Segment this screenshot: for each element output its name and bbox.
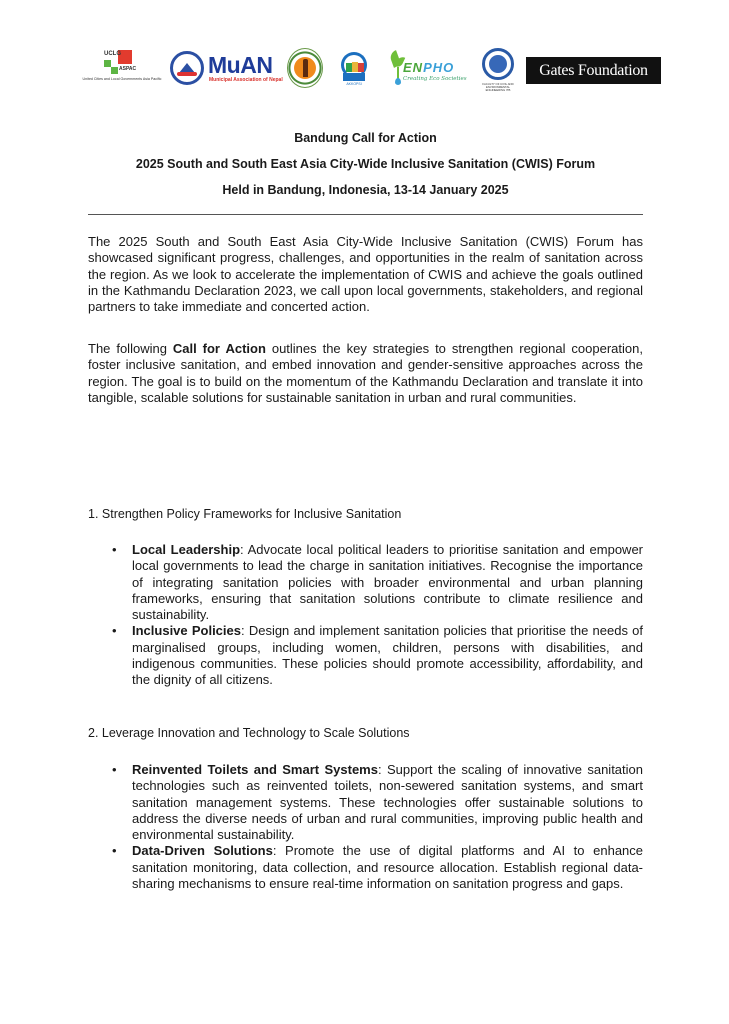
bullet-term: Data-Driven Solutions	[132, 843, 273, 859]
enpho-pho: PHO	[423, 60, 455, 75]
section-heading-1: 1. Strengthen Policy Frameworks for Inclusive Sanitation	[88, 507, 402, 521]
enpho-tagline: Creating Eco Societies	[403, 76, 467, 82]
enpho-en: EN	[403, 60, 424, 75]
bullet-text: : Support the scaling of innovative sanitation technologies such as reinvented toilets, non-sewered sanitation systems, and smart sanitation management systems. These technologies offer sustainable solutions to address the diverse needs of urban and rural communities, improving public health and environmental sustainability.	[132, 762, 643, 843]
paragraph-text: The following	[88, 341, 173, 356]
call-for-action-emphasis: Call for Action	[172, 341, 266, 356]
bullet-icon: •	[112, 762, 117, 777]
uclg-caption: United Cities and Local Governments Asia Pacific	[82, 77, 162, 81]
uclg-text: UCLG	[104, 51, 121, 57]
intro-paragraph: The 2025 South and South East Asia City-Wide Inclusive Sanitation (CWIS) Forum has showcased significant progress, challenges, and opportunities in the realm of sanitation across the region. As we look to accelerate the implementation of CWIS and achieve the goals outlined in the Kathmandu Declaration 2023, we call upon local governments, stakeholders, and regional partners to take immediate and concerted action.	[88, 234, 643, 315]
section-heading-2: 2. Leverage Innovation and Technology to Scale Solutions	[88, 726, 410, 740]
title-divider	[88, 214, 643, 215]
paragraph-text: outlines the key strategies to strengthen regional cooperation, foster inclusive sanitation, and embed innovation and gender-sensitive approaches across the region. The goal is to build on the momentum of the Kathmandu Declaration and translate it into tangible, scalable solutions for sustainable sanitation in urban and rural communities.	[88, 341, 643, 405]
seal-center	[489, 55, 507, 73]
logo-base	[343, 73, 365, 81]
bullet-icon: •	[112, 623, 117, 639]
uclg-aspac-logo	[82, 46, 164, 94]
call-for-action-paragraph	[88, 341, 643, 406]
list-item	[110, 762, 643, 843]
nepal-municipal-seal-icon	[287, 48, 323, 88]
tower-icon	[303, 59, 308, 77]
bullet-icon: •	[112, 542, 117, 557]
document-title: Bandung Call for Action	[294, 131, 437, 145]
bullet-text: : Design and implement sanitation policies that prioritise the needs of marginalised groups, including women, children, persons with disabilities, and indigenous communities. These policies should promote accessibility, affordability, and the dignity of all citizens.	[132, 623, 644, 688]
itb-logo	[480, 48, 516, 94]
muan-logo-text: MuAN	[208, 52, 273, 78]
event-info: Held in Bandung, Indonesia, 13-14 January 2025	[222, 183, 509, 197]
forum-title: 2025 South and South East Asia City-Wide Inclusive Sanitation (CWIS) Forum	[135, 157, 596, 171]
bullet-term: Local Leadership	[132, 542, 241, 557]
bullet-term: Reinvented Toilets and Smart Systems	[132, 762, 378, 777]
list-item	[110, 843, 643, 892]
section-1-bullets	[110, 542, 643, 689]
enpho-name	[403, 60, 454, 75]
bullet-term: Inclusive Policies	[132, 623, 241, 639]
logo-green-square	[111, 67, 118, 74]
water-drop-icon	[395, 78, 401, 85]
muan-seal-icon	[170, 51, 204, 85]
enpho-logo	[389, 48, 469, 92]
partner-logos	[82, 46, 662, 96]
gates-foundation-logo: Gates Foundation	[526, 57, 661, 84]
seal-band	[177, 72, 197, 76]
logo-green-square	[104, 60, 111, 67]
akkopsi-label: AKKOPSI	[346, 82, 362, 86]
bullet-text: : Advocate local political leaders to prioritise sanitation and empower local governments to lead the charge in sanitation initiatives. Recognise the importance of integrating sanitation policies with broader environmental and urban planning frameworks, ensuring that sanitation solutions contribute to climate resilience and sustainability.	[132, 542, 644, 623]
document-titles	[88, 129, 643, 207]
muan-logo-subtext: Municipal Association of Nepal	[209, 77, 283, 83]
aspac-text: ASPAC	[119, 66, 137, 72]
itb-caption: FACULTY OF CIVIL AND ENVIRONMENTAL ENGINEERING ITB	[482, 82, 514, 92]
list-item	[110, 542, 643, 623]
bullet-text: : Promote the use of digital platforms and AI to enhance sanitation monitoring, data collection, and resource allocation. Establish regional data-sharing mechanisms to ensure real-time information on sanitation progress and gaps.	[132, 843, 644, 892]
house-icon	[358, 63, 364, 72]
section-2-bullets	[110, 762, 643, 892]
akkopsi-logo	[338, 50, 370, 88]
list-item	[110, 623, 643, 688]
bullet-icon: •	[112, 843, 117, 859]
